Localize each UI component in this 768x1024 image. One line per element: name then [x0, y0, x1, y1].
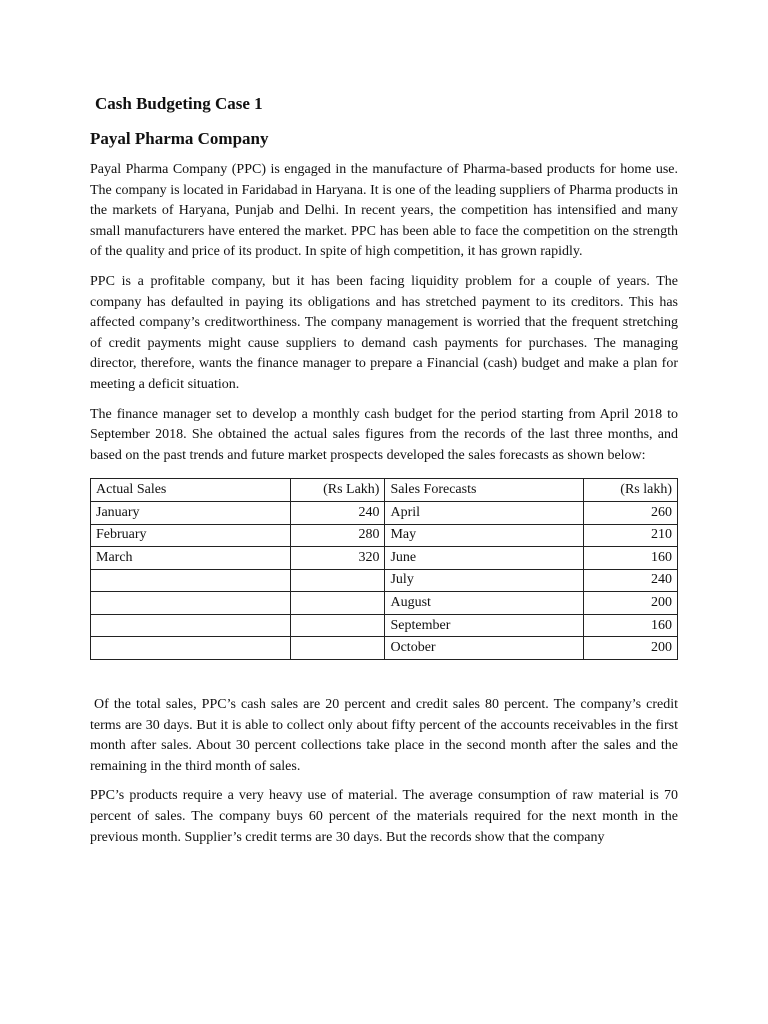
paragraph-liquidity: PPC is a profitable company, but it has been facing liquidity problem for a couple of years. The company has defaulted in paying its obligations and has stretched payment to its creditors. This has affected company’s creditworthiness. The company management is worried that the frequent stretching of credit payments might cause suppliers to demand cash payments for purchases. The managing director, therefore, wants the finance manager to prepare a Financial (cash) budget and make a plan for meeting a deficit situation.: [90, 273, 678, 392]
forecast-month: October: [385, 637, 583, 660]
header-actual-unit: (Rs Lakh): [291, 479, 385, 502]
document-page: [90, 92, 678, 857]
header-actual-sales: Actual Sales: [91, 479, 291, 502]
paragraph-intro: Payal Pharma Company (PPC) is engaged in the manufacture of Pharma-based products for home use. The company is located in Faridabad in Haryana. It is one of the leading suppliers of Pharma products in the markets of Haryana, Punjab and Delhi. In recent years, the competition has intensified and many small manufacturers have entered the market. PPC has been able to face the competition on the strength of the quality and price of its product. In spite of high competition, it has grown rapidly.: [90, 162, 678, 260]
case-title: Cash Budgeting Case 1: [95, 94, 263, 113]
forecast-month: April: [385, 501, 583, 524]
forecast-month: May: [385, 524, 583, 547]
paragraph-budget-period: The finance manager set to develop a monthly cash budget for the period starting from April 2018 to September 2018. She obtained the actual sales figures from the records of the last three months, and based on the past trends and future market prospects developed the sales forecasts as shown below:: [90, 406, 678, 463]
actual-month: January: [91, 501, 291, 524]
forecast-month: July: [385, 569, 583, 592]
table-row: [91, 524, 678, 547]
forecast-value: 160: [583, 614, 677, 637]
forecast-value: 160: [583, 547, 677, 570]
paragraph-collections: Of the total sales, PPC’s cash sales are 20 percent and credit sales 80 percent. The company’s credit terms are 30 days. But it is able to collect only about fifty percent of the accounts receivables in the first month after sales. About 30 percent collections take place in the second month after the sales and the remaining in the third month of sales.: [90, 697, 678, 774]
table-row: [91, 592, 678, 615]
actual-month: February: [91, 524, 291, 547]
sales-table: [90, 478, 678, 660]
forecast-value: 200: [583, 592, 677, 615]
actual-month: [91, 569, 291, 592]
paragraph-materials: PPC’s products require a very heavy use of material. The average consumption of raw material is 70 percent of sales. The company buys 60 percent of the materials required for the next month in the previous month. Supplier’s credit terms are 30 days. But the records show that the company: [90, 788, 678, 845]
forecast-value: 200: [583, 637, 677, 660]
table-row: [91, 569, 678, 592]
forecast-month: August: [385, 592, 583, 615]
actual-month: [91, 637, 291, 660]
company-title: Payal Pharma Company: [90, 129, 269, 148]
actual-value: [291, 614, 385, 637]
table-row: [91, 501, 678, 524]
table-row: [91, 547, 678, 570]
forecast-month: June: [385, 547, 583, 570]
actual-month: [91, 614, 291, 637]
forecast-month: September: [385, 614, 583, 637]
header-sales-forecasts: Sales Forecasts: [385, 479, 583, 502]
table-row: [91, 614, 678, 637]
forecast-value: 240: [583, 569, 677, 592]
actual-value: [291, 637, 385, 660]
actual-value: 280: [291, 524, 385, 547]
table-header-row: [91, 479, 678, 502]
table-row: [91, 637, 678, 660]
forecast-value: 210: [583, 524, 677, 547]
actual-value: [291, 569, 385, 592]
actual-month: March: [91, 547, 291, 570]
forecast-value: 260: [583, 501, 677, 524]
actual-value: 320: [291, 547, 385, 570]
actual-value: 240: [291, 501, 385, 524]
actual-month: [91, 592, 291, 615]
header-forecast-unit: (Rs lakh): [583, 479, 677, 502]
actual-value: [291, 592, 385, 615]
